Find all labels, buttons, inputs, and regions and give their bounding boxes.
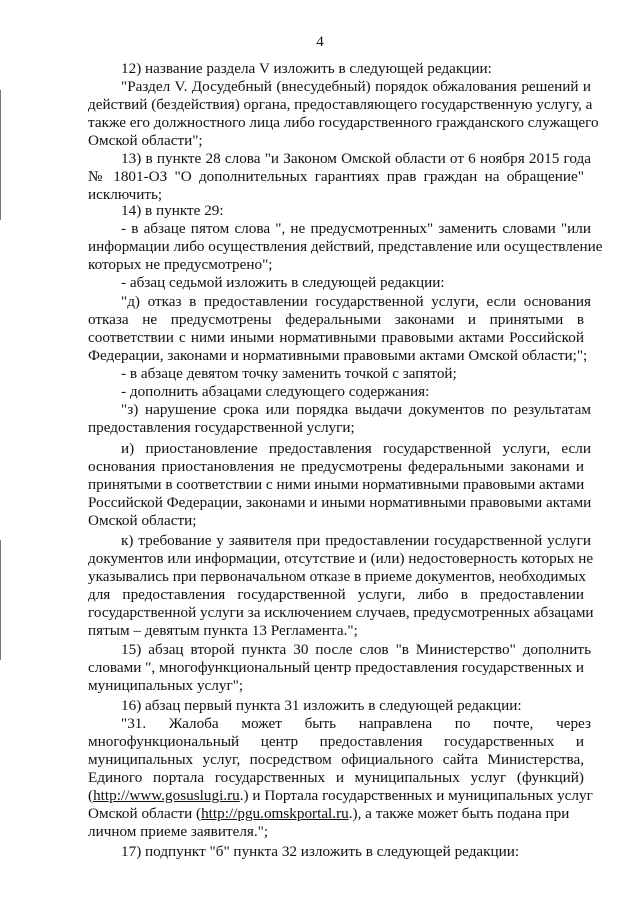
text-line: - в абзаце пятом слова ", не предусмотренных" заменить словами "или <box>121 220 591 237</box>
text-line: исключить; <box>88 186 163 203</box>
text-line: муниципальных услуг, посредством официального сайта Министерства, <box>88 751 584 768</box>
text-line: к) требование у заявителя при предоставлении государственной услуги <box>121 532 591 549</box>
text-line: 17) подпункт "б" пункта 32 изложить в следующей редакции: <box>121 843 520 860</box>
text-line: принятыми в соответствии с ними иными нормативными правовыми актами <box>88 476 585 493</box>
text-line: Омской области; <box>88 512 197 529</box>
text-line: для предоставления государственной услуги, либо в предоставлении <box>88 586 584 603</box>
text-line: документов или информации, отсутствие и (или) недостоверность которых не <box>88 550 594 567</box>
text-line: отказа не предусмотрены федеральными законами и принятыми в <box>88 311 584 328</box>
line-text: ), а также может быть подана при <box>352 805 570 822</box>
text-line: личном приеме заявителя."; <box>88 823 269 840</box>
text-line: пятым – девятым пункта 13 Регламента."; <box>88 622 358 639</box>
text-line: основания приостановления не предусмотрены федеральными законами и <box>88 458 584 475</box>
line-text: Омской области ( <box>88 805 202 822</box>
text-line-with-link <box>88 787 593 805</box>
text-line: Омской области"; <box>88 132 203 149</box>
text-line: "з) нарушение срока или порядка выдачи документов по результатам <box>121 401 591 418</box>
text-line: Единого портала государственных и муниципальных услуг (функций) <box>88 769 584 786</box>
text-line: "Раздел V. Досудебный (внесудебный) порядок обжалования решений и <box>121 78 591 95</box>
pgu-link[interactable]: http://pgu.omskportal.ru <box>201 805 349 822</box>
text-line: 14) в пункте 29: <box>121 202 224 219</box>
text-line: № 1801-ОЗ "О дополнительных гарантиях прав граждан на обращение" <box>88 168 584 185</box>
text-line: - дополнить абзацами следующего содержания: <box>121 383 430 400</box>
text-line: указывались при первоначальном отказе в приеме документов, необходимых <box>88 568 586 585</box>
text-line: 12) название раздела V изложить в следующей редакции: <box>121 60 492 77</box>
text-line: действий (бездействия) органа, предоставляющего государственную услугу, а <box>88 96 593 113</box>
text-line: многофункциональный центр предоставления государственных и <box>88 733 584 750</box>
text-line: предоставления государственной услуги; <box>88 419 355 436</box>
text-line: Российской Федерации, законами и иными нормативными правовыми актами <box>88 494 592 511</box>
text-line: также его должностного лица либо государственного гражданского служащего <box>88 114 599 131</box>
text-line: словами ", многофункциональный центр предоставления государственных и <box>88 659 584 676</box>
text-line: государственной услуги за исключением случаев, предусмотренных абзацами <box>88 604 594 621</box>
scan-edge-bottom <box>0 540 1 660</box>
text-line: "д) отказ в предоставлении государственной услуги, если основания <box>121 293 591 310</box>
scan-edge-top <box>0 90 1 220</box>
text-line: информации либо осуществления действий, представление или осуществление <box>88 238 603 255</box>
link-tail: . <box>348 805 353 822</box>
text-line: - в абзаце девятом точку заменить точкой с запятой; <box>121 365 457 382</box>
text-line: "31. Жалоба может быть направлена по почте, через <box>121 715 591 732</box>
text-line: Федерации, законами и нормативными правовыми актами Омской области;"; <box>88 347 588 364</box>
gosuslugi-link[interactable]: http://www.gosuslugi.ru <box>93 787 240 804</box>
line-text: и Портала государственных и муниципальных услуг <box>252 787 593 804</box>
text-line: муниципальных услуг"; <box>88 677 244 694</box>
open-paren: ( <box>88 787 94 804</box>
text-line: которых не предусмотрено"; <box>88 256 273 273</box>
text-line: 15) абзац второй пункта 30 после слов "в Министерство" дополнить <box>121 641 591 658</box>
text-line: 13) в пункте 28 слова "и Законом Омской области от 6 ноября 2015 года <box>121 150 591 167</box>
link-tail: .) <box>239 787 249 804</box>
text-line-with-link <box>88 805 584 823</box>
page-number: 4 <box>316 34 324 50</box>
text-line: - абзац седьмой изложить в следующей редакции: <box>121 274 445 291</box>
text-line: 16) абзац первый пункта 31 изложить в следующей редакции: <box>121 697 522 714</box>
text-line: соответствии с ними иными нормативными правовыми актами Российской <box>88 329 584 346</box>
text-line: и) приостановление предоставления государственной услуги, если <box>121 440 591 457</box>
